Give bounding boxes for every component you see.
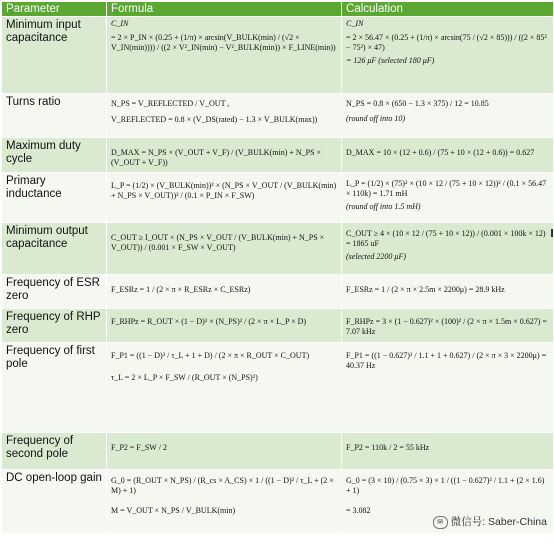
- param-esr-zero: Frequency of ESR zero: [2, 275, 107, 309]
- calc-line: N_PS = 0.8 × (650 − 1.3 × 375) / 12 = 10.85: [346, 99, 489, 108]
- formula-line: F_ESRz = 1 / (2 × π × R_ESRz × C_ESRz): [111, 285, 251, 294]
- param-second-pole: Frequency of second pole: [2, 433, 107, 470]
- calc-line: = 3.082: [346, 506, 371, 515]
- param-max-duty-cycle: Maximum duty cycle: [2, 138, 107, 173]
- formula-esr-zero: [107, 275, 342, 309]
- formula-line: F_P2 = F_SW / 2: [111, 443, 167, 452]
- calc-second-pole: [342, 433, 554, 470]
- table-row: [2, 138, 554, 173]
- calc-max-duty-cycle: [342, 138, 554, 173]
- calc-line: F_RHPz = 3 × (1 − 0.627)² × (100)² / (2 × π × 1.5m × 0.627) = 7.07 kHz: [346, 317, 547, 336]
- formula-second-pole: [107, 433, 342, 470]
- header-formula: Formula: [107, 2, 342, 17]
- watermark-text: 微信号: Saber-China: [450, 516, 547, 528]
- wechat-icon: ✉: [433, 516, 448, 529]
- calc-primary-inductance: [342, 173, 554, 223]
- formula-min-input-cap: [107, 17, 342, 94]
- formula-line: N_PS = V_REFLECTED / V_OUT ,: [111, 99, 230, 108]
- param-min-input-cap: Minimum input capacitance: [2, 17, 107, 94]
- param-rhp-zero: Frequency of RHP zero: [2, 309, 107, 343]
- table-row: [2, 173, 554, 223]
- calc-line: F_ESRz = 1 / (2 × π × 2.5m × 2200μ) = 28.9 kHz: [346, 285, 505, 294]
- formula-line: F_RHPz = R_OUT × (1 − D)² × (N_PS)² / (2 × π × L_P × D): [111, 317, 307, 326]
- formula-line: G_0 = (R_OUT × N_PS) / (R_cs × A_CS) × 1 / ((1 − D)² / τ_L + (2 × M) + 1): [111, 476, 334, 495]
- calc-esr-zero: [342, 275, 554, 309]
- formula-line: = 2 × P_IN × (0.25 + (1/π) × arcsin(V_BULK(min) / (√2 × V_IN(min)))) / ((2 × V²_IN(min) − V²_BULK(min)) × F_LINE(min)): [111, 33, 336, 52]
- formula-line: V_REFLECTED = 0.8 × (V_DS(rated) − 1.3 × V_BULK(max)): [111, 115, 318, 124]
- table-row: [2, 433, 554, 470]
- header-parameter: Parameter: [2, 2, 107, 17]
- calc-first-pole: [342, 343, 554, 433]
- formula-primary-inductance: [107, 173, 342, 223]
- calc-line: F_P1 = ((1 − 0.627)³ / 1.1 + 1 + 0.627) / (2 × π × 3 × 2200μ) = 40.37 Hz: [346, 351, 547, 370]
- table-row: [2, 309, 554, 343]
- param-primary-inductance: Primary inductance: [2, 173, 107, 223]
- formula-dc-gain: [107, 470, 342, 534]
- calc-line: D_MAX = 10 × (12 + 0.6) / (75 + 10 × (12 + 0.6)) = 0.627: [346, 148, 535, 157]
- formula-max-duty-cycle: [107, 138, 342, 173]
- scrollbar-marker[interactable]: [551, 229, 553, 237]
- table-header-row: [2, 2, 554, 17]
- param-min-output-cap: Minimum output capacitance: [2, 223, 107, 275]
- formula-min-output-cap: [107, 223, 342, 275]
- calc-turns-ratio: [342, 94, 554, 138]
- param-turns-ratio: Turns ratio: [2, 94, 107, 138]
- formula-line: τ_L = 2 × L_P × F_SW / (R_OUT × (N_PS)²): [111, 373, 258, 382]
- header-calculation: Calculation: [342, 2, 554, 17]
- calc-result-note: (round off into 1.5 mH): [346, 202, 421, 211]
- formula-line: F_P1 = ((1 − D)³ / τ_L + 1 + D) / (2 × π × R_OUT × C_OUT): [111, 351, 310, 360]
- calc-rhp-zero: [342, 309, 554, 343]
- calc-line: F_P2 = 110k / 2 = 55 kHz: [346, 443, 430, 452]
- calc-result-note: (selected 2200 μF): [346, 252, 406, 261]
- formula-line: C_IN: [111, 19, 129, 28]
- formula-table-container: [1, 1, 553, 545]
- calc-line: C_IN: [346, 19, 364, 28]
- formula-first-pole: [107, 343, 342, 433]
- param-first-pole: Frequency of first pole: [2, 343, 107, 433]
- calc-line: G_0 = (3 × 10) / (0.75 × 3) × 1 / ((1 − 0.627)² / 1.1 + (2 × 1.6) + 1): [346, 476, 545, 495]
- calc-result-note: (round off into 10): [346, 114, 406, 123]
- calc-result-note: = 126 μF (selected 180 μF): [346, 56, 435, 65]
- formula-turns-ratio: [107, 94, 342, 138]
- table-row: [2, 223, 554, 275]
- formula-line: L_P = (1/2) × (V_BULK(min))² × (N_PS × V_OUT / (V_BULK(min) + N_PS × V_OUT))² / (0.1 × P_IN × F_SW): [111, 181, 337, 200]
- table-row: [2, 94, 554, 138]
- table-row: [2, 17, 554, 94]
- formula-rhp-zero: [107, 309, 342, 343]
- design-formula-table: [1, 1, 554, 534]
- wechat-watermark: [433, 514, 547, 529]
- calc-min-output-cap: [342, 223, 554, 275]
- param-dc-gain: DC open-loop gain: [2, 470, 107, 534]
- formula-line: M = V_OUT × N_PS / V_BULK(min): [111, 506, 236, 515]
- calc-line: = 2 × 56.47 × (0.25 + (1/π) × arcsin(75 / (√2 × 85))) / ((2 × 85² − 75²) × 47): [346, 33, 547, 52]
- calc-line: C_OUT ≥ 4 × (10 × 12 / (75 + 10 × 12)) / (0.001 × 100k × 12) = 1865 uF: [346, 229, 546, 248]
- formula-line: D_MAX = N_PS × (V_OUT + V_F) / (V_BULK(min) + N_PS × (V_OUT + V_F)): [111, 148, 322, 167]
- calc-min-input-cap: [342, 17, 554, 94]
- formula-line: C_OUT ≥ I_OUT × (N_PS × V_OUT / (V_BULK(min) + N_PS × V_OUT)) / (0.001 × F_SW × V_OUT): [111, 233, 325, 252]
- calc-line: L_P = (1/2) × (75)² × (10 × 12 / (75 + 10 × 12))² / (0.1 × 56.47 × 110k) = 1.71 mH: [346, 179, 547, 198]
- table-row: [2, 343, 554, 433]
- table-row: [2, 275, 554, 309]
